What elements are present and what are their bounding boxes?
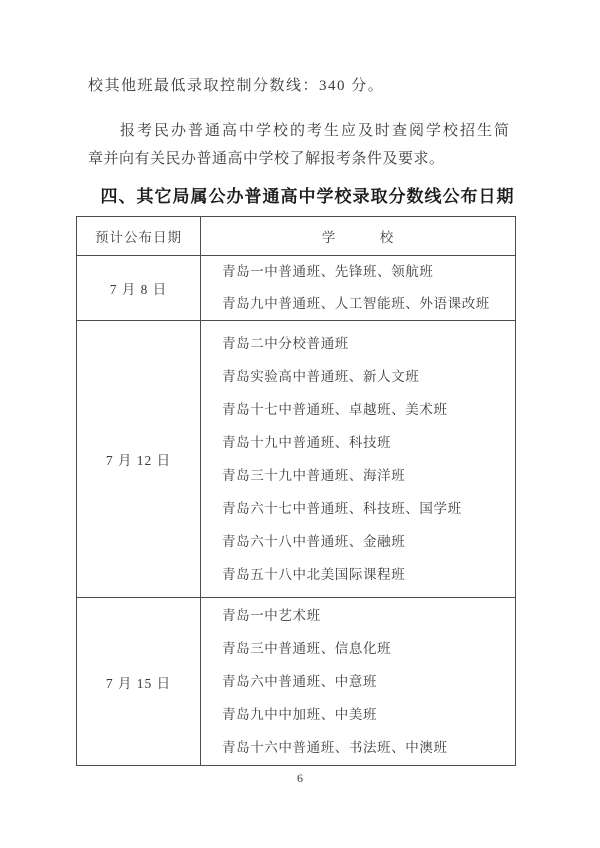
page-number: 6 [297, 771, 303, 785]
table-row [77, 598, 516, 766]
table-row [77, 256, 516, 321]
date-cell: 7 月 12 日 [77, 321, 201, 598]
school-line: 青岛六十八中普通班、金融班 [222, 534, 406, 549]
school-cell [201, 598, 516, 766]
school-cell [201, 321, 516, 598]
school-line: 青岛一中艺术班 [222, 608, 321, 623]
table-row [77, 321, 516, 598]
date-cell: 7 月 15 日 [77, 598, 201, 766]
school-line: 青岛十六中普通班、书法班、中澳班 [222, 740, 448, 755]
school-line: 青岛九中普通班、人工智能班、外语课改班 [222, 296, 490, 311]
paragraph-1: 校其他班最低录取控制分数线：340 分。 [88, 78, 385, 94]
paragraph-2-line-1: 报考民办普通高中学校的考生应及时查阅学校招生简 [120, 123, 512, 139]
school-line: 青岛三十九中普通班、海洋班 [222, 468, 406, 483]
date-cell: 7 月 8 日 [77, 256, 201, 321]
table-header-row [77, 217, 516, 256]
paragraph-2-line-2: 章并向有关民办普通高中学校了解报考条件及要求。 [88, 151, 445, 167]
school-line: 青岛十七中普通班、卓越班、美术班 [222, 402, 448, 417]
school-line: 青岛实验高中普通班、新人文班 [222, 369, 420, 384]
publish-date-table [76, 216, 516, 766]
school-line: 青岛六中普通班、中意班 [222, 674, 378, 689]
school-line: 青岛九中中加班、中美班 [222, 707, 378, 722]
column-header-school: 学 校 [201, 217, 516, 256]
section-heading: 四、其它局属公办普通高中学校录取分数线公布日期 [100, 187, 515, 206]
column-header-date: 预计公布日期 [77, 217, 201, 256]
school-line: 青岛三中普通班、信息化班 [222, 641, 392, 656]
school-line: 青岛十九中普通班、科技班 [222, 435, 392, 450]
school-line: 青岛二中分校普通班 [222, 336, 349, 351]
school-line: 青岛五十八中北美国际课程班 [222, 567, 406, 582]
school-line: 青岛六十七中普通班、科技班、国学班 [222, 501, 462, 516]
school-cell [201, 256, 516, 321]
school-line: 青岛一中普通班、先锋班、领航班 [222, 264, 434, 279]
